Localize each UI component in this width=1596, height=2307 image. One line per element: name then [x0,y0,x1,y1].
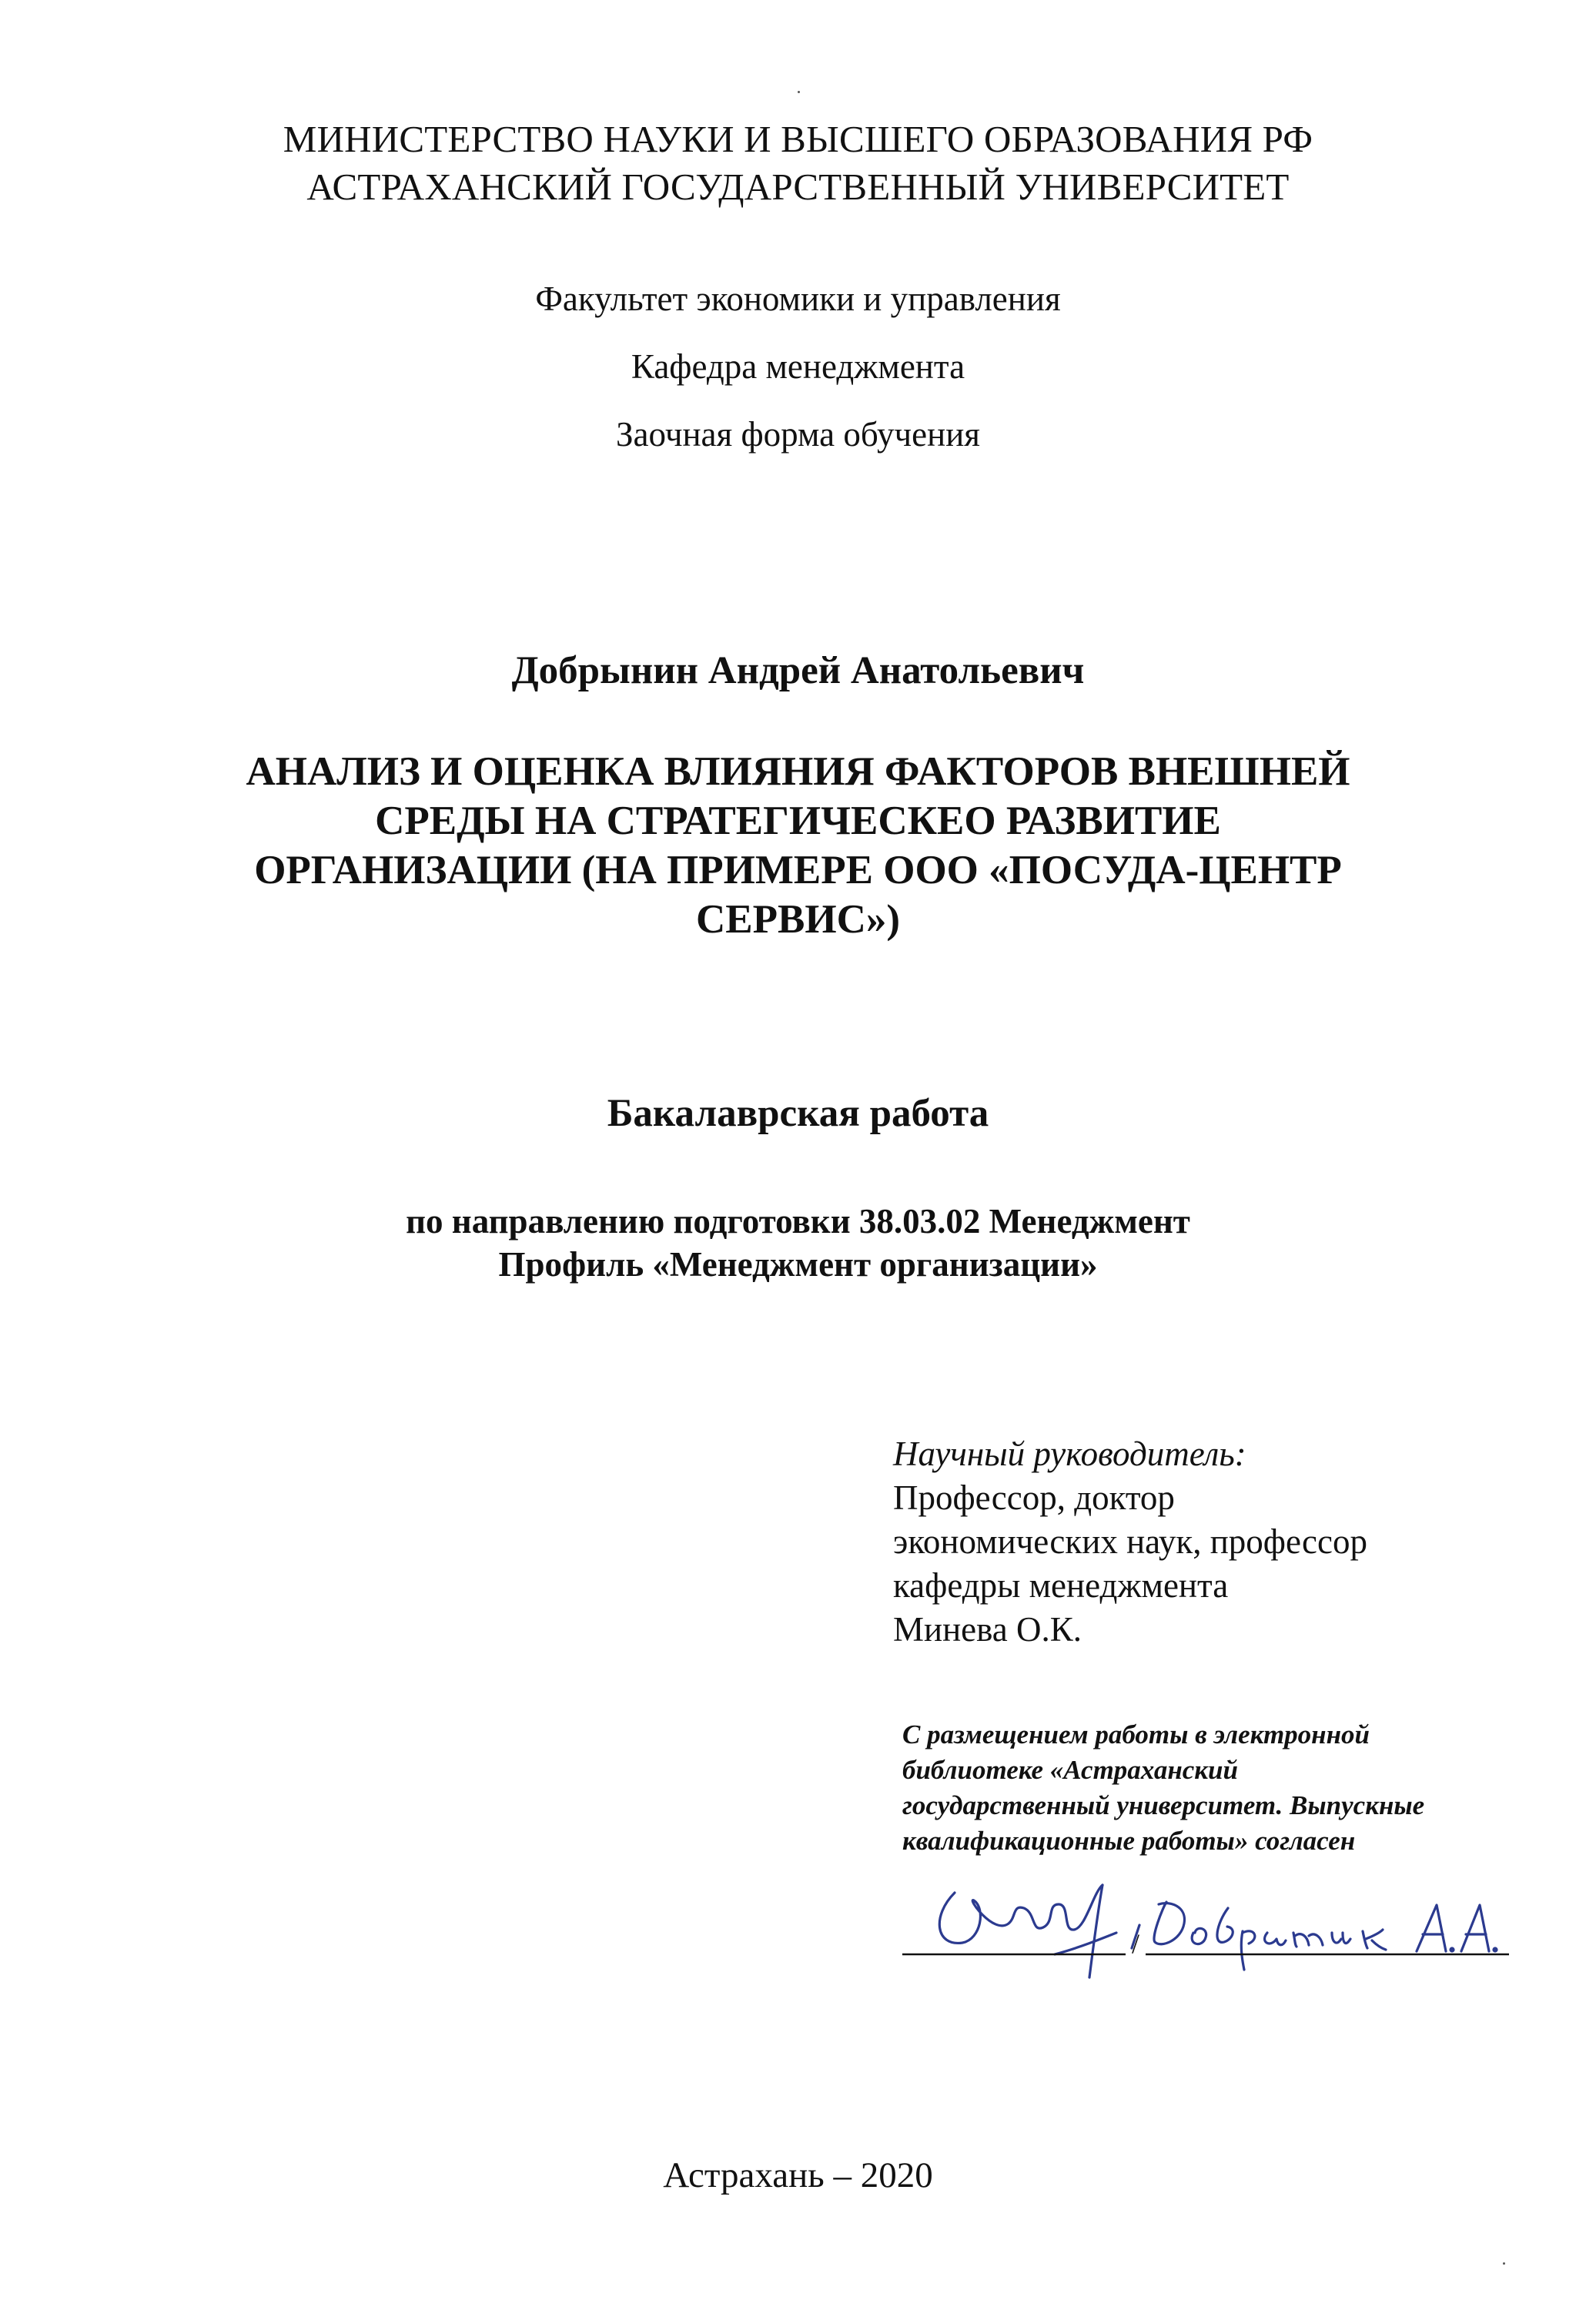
supervisor-label: Научный руководитель: [893,1435,1246,1473]
signature-stroke [1089,1885,1102,1977]
direction [0,1200,1596,1286]
thesis-title [177,747,1419,944]
city-year: Астрахань – 2020 [663,2155,933,2195]
handwritten-signature [901,1862,1517,1985]
chair: Кафедра менеджмента [631,347,965,386]
signature-stroke [1154,1902,1184,1944]
signature-stroke [1265,1933,1286,1945]
supervisor-line: Профессор, доктор [893,1478,1175,1517]
consent-line: библиотеке «Астраханский [902,1755,1238,1785]
supervisor-line: кафедры менеджмента [893,1566,1229,1605]
signature-dot [1494,1948,1497,1951]
study-form: Заочная форма обучения [615,415,980,454]
signature-stroke [1192,1928,1206,1944]
faculty: Факультет экономики и управления [535,280,1061,318]
title-line: СЕРВИС») [696,897,900,942]
signature-stroke [1055,1933,1116,1954]
consent-block [902,1717,1518,1859]
title-line: АНАЛИЗ И ОЦЕНКА ВЛИЯНИЯ ФАКТОРОВ ВНЕШНЕЙ [246,749,1350,794]
signature-separator: / [1132,1928,1140,1959]
author-name: Добрынин Андрей Анатольевич [511,649,1085,692]
ministry-header [0,116,1596,211]
signature-stroke [1241,1931,1255,1970]
signature-stroke [1461,1905,1489,1951]
profile-line: Профиль «Менеджмент организации» [498,1245,1098,1284]
signature-dot [1450,1948,1454,1951]
consent-line: квалификационные работы» согласен [902,1826,1356,1856]
scan-speck [1503,2262,1505,2265]
supervisor-block [893,1432,1367,1652]
direction-line: по направлению подготовки 38.03.02 Менеджмент [406,1202,1190,1241]
supervisor-name: Минева О.К. [893,1610,1082,1649]
signature-stroke [1332,1933,1350,1944]
signature-stroke [1417,1905,1446,1951]
work-type: Бакалаврская работа [607,1092,989,1135]
consent-line: С размещением работы в электронной [902,1719,1370,1750]
title-line: СРЕДЫ НА СТРАТЕГИЧЕСКЕО РАЗВИТИЕ [375,799,1221,843]
signature-stroke [939,1885,1102,1943]
consent-line: государственный университет. Выпускные [902,1790,1425,1820]
scan-speck [798,91,800,93]
signature-stroke [1363,1930,1386,1950]
ministry-line: МИНИСТЕРСТВО НАУКИ И ВЫСШЕГО ОБРАЗОВАНИЯ РФ [283,118,1313,160]
title-line: ОРГАНИЗАЦИИ (НА ПРИМЕРЕ ООО «ПОСУДА-ЦЕНТР [254,848,1342,892]
university-line: АСТРАХАНСКИЙ ГОСУДАРСТВЕННЫЙ УНИВЕРСИТЕТ [306,166,1290,208]
supervisor-line: экономических наук, профессор [893,1522,1367,1561]
signature-stroke [1217,1908,1233,1942]
signature-stroke [1293,1933,1323,1947]
